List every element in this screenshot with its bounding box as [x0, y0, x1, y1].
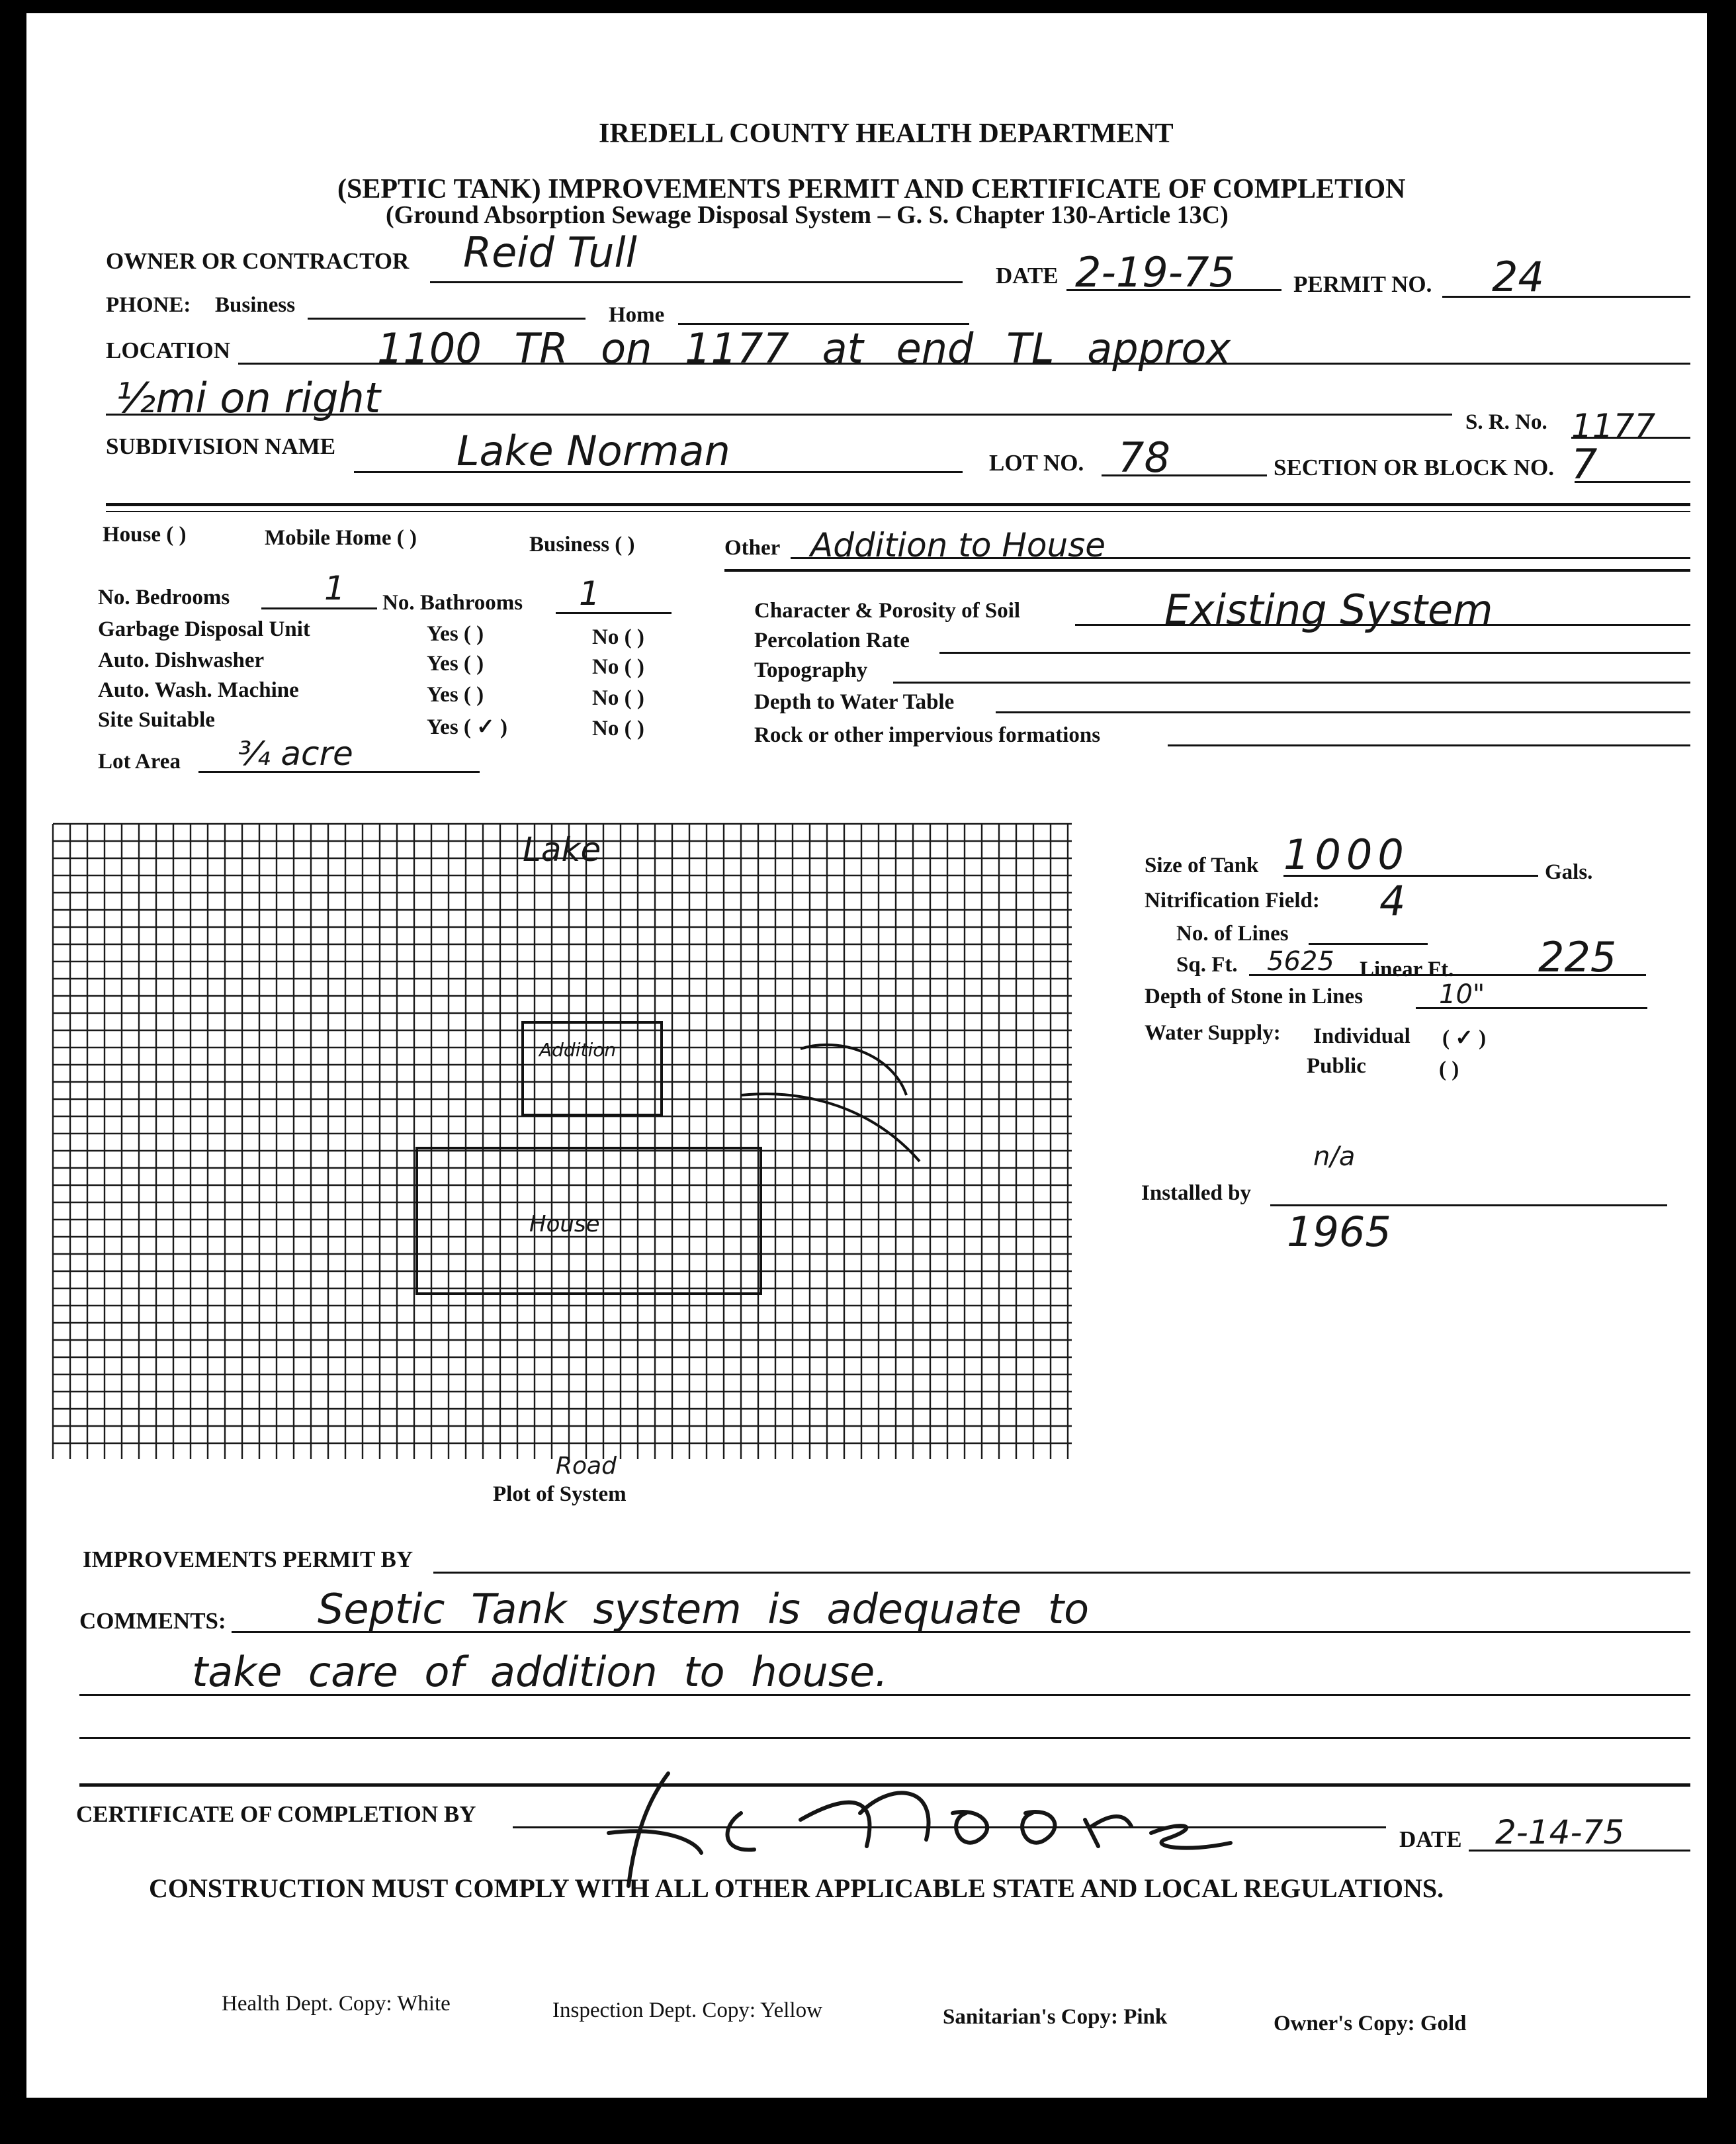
health-copy: Health Dept. Copy: White: [222, 1992, 451, 2016]
stone-depth-value: 10": [1439, 979, 1485, 1010]
tank-size-label: Size of Tank: [1145, 854, 1259, 877]
sr-value: 1177: [1571, 407, 1656, 445]
regulations-notice: CONSTRUCTION MUST COMPLY WITH ALL OTHER APPLICABLE STATE AND LOCAL REGULATIONS.: [149, 1873, 1444, 1903]
certificate-date-value: 2-14-75: [1495, 1813, 1625, 1852]
tank-size-value: 1000: [1283, 830, 1409, 879]
individual-mark: ( ✓ ): [1442, 1026, 1487, 1050]
installed-year: 1965: [1287, 1208, 1391, 1256]
business-option: Business ( ): [529, 533, 635, 557]
location-label: LOCATION: [106, 337, 230, 363]
sanitarian-copy: Sanitarian's Copy: Pink: [943, 2005, 1168, 2029]
rock-formations-label: Rock or other impervious formations: [754, 723, 1101, 747]
sketch-addition-label: Addition: [539, 1039, 617, 1061]
individual-label: Individual: [1313, 1024, 1410, 1048]
other-value: Addition to House: [810, 526, 1106, 564]
site-suitable-yes: Yes ( ✓ ): [427, 715, 508, 739]
sr-label: S. R. No.: [1465, 410, 1547, 434]
comments-line-1: Septic Tank system is adequate to: [318, 1585, 1090, 1633]
phone-label: PHONE:: [106, 293, 191, 317]
installed-label: Installed by: [1141, 1181, 1251, 1205]
soil-character-label: Character & Porosity of Soil: [754, 599, 1021, 623]
lines-label: No. of Lines: [1176, 922, 1289, 946]
subdivision-value: Lake Norman: [456, 427, 730, 475]
water-table-label: Depth to Water Table: [754, 690, 955, 714]
other-label: Other: [724, 536, 781, 560]
dishwasher-no: No ( ): [592, 655, 644, 679]
garbage-disposal-label: Garbage Disposal Unit: [98, 617, 310, 641]
sketch-lake-label: Lake: [523, 830, 601, 869]
nitrification-value: 4: [1379, 877, 1406, 925]
subdivision-label: SUBDIVISION NAME: [106, 433, 336, 459]
inspection-copy: Inspection Dept. Copy: Yellow: [552, 1998, 822, 2022]
phone-business-label: Business: [215, 293, 296, 317]
date-value: 2-19-75: [1075, 248, 1235, 296]
soil-character-value: Existing System: [1164, 586, 1493, 634]
installed-value: n/a: [1313, 1141, 1356, 1172]
inspector-signature: [569, 1740, 1283, 1893]
phone-home-label: Home: [609, 303, 665, 327]
owner-copy: Owner's Copy: Gold: [1274, 2012, 1467, 2035]
house-option: House ( ): [103, 523, 187, 547]
linear-ft-label: Linear Ft.: [1360, 958, 1454, 981]
site-suitable-no: No ( ): [592, 717, 644, 740]
comments-label: COMMENTS:: [79, 1608, 226, 1634]
sketch-road-label: Road: [556, 1452, 617, 1480]
comments-line-2: take care of addition to house.: [192, 1648, 888, 1696]
location-line-2: ½mi on right: [116, 374, 381, 422]
date-label: DATE: [996, 263, 1059, 289]
lot-label: LOT NO.: [989, 450, 1084, 476]
lot-value: 78: [1118, 433, 1170, 482]
lot-area-label: Lot Area: [98, 750, 181, 774]
site-suitable-label: Site Suitable: [98, 708, 215, 732]
nitrification-label: Nitrification Field:: [1145, 889, 1320, 913]
sketch-house-label: House: [529, 1211, 600, 1237]
linear-ft-value: 225: [1538, 933, 1617, 981]
owner-label: OWNER OR CONTRACTOR: [106, 248, 410, 274]
public-label: Public: [1307, 1054, 1366, 1078]
permit-value: 24: [1492, 253, 1544, 301]
wash-machine-no: No ( ): [592, 686, 644, 710]
lot-area-value: ¾ acre: [238, 735, 353, 773]
plot-label: Plot of System: [493, 1482, 627, 1506]
certificate-label: CERTIFICATE OF COMPLETION BY: [76, 1801, 476, 1827]
permit-label: PERMIT NO.: [1293, 271, 1432, 297]
form-title: (SEPTIC TANK) IMPROVEMENTS PERMIT AND CERTIFICATE OF COMPLETION: [337, 174, 1406, 204]
bedrooms-label: No. Bedrooms: [98, 586, 230, 609]
dishwasher-yes: Yes ( ): [427, 652, 484, 676]
percolation-label: Percolation Rate: [754, 629, 910, 652]
improvements-label: IMPROVEMENTS PERMIT BY: [83, 1546, 413, 1572]
public-mark: ( ): [1439, 1057, 1459, 1081]
location-line-1: 1100 TR on 1177 at end TL approx: [377, 324, 1231, 373]
stone-depth-label: Depth of Stone in Lines: [1145, 985, 1364, 1008]
owner-value: Reid Tull: [463, 228, 637, 277]
gals-label: Gals.: [1545, 860, 1593, 884]
wash-machine-yes: Yes ( ): [427, 683, 484, 707]
wash-machine-label: Auto. Wash. Machine: [98, 678, 299, 702]
bathrooms-value: 1: [579, 574, 600, 613]
form-subtitle: (Ground Absorption Sewage Disposal System – G. S. Chapter 130-Article 13C): [386, 201, 1229, 229]
department-heading: IREDELL COUNTY HEALTH DEPARTMENT: [599, 118, 1174, 149]
dishwasher-label: Auto. Dishwasher: [98, 648, 265, 672]
section-label: SECTION OR BLOCK NO.: [1274, 455, 1554, 480]
sqft-value: 5625: [1267, 946, 1334, 977]
garbage-disposal-no: No ( ): [592, 625, 644, 649]
certificate-date-label: DATE: [1399, 1826, 1462, 1852]
topography-label: Topography: [754, 658, 868, 682]
garbage-disposal-yes: Yes ( ): [427, 622, 484, 646]
section-value: 7: [1571, 440, 1598, 488]
bathrooms-label: No. Bathrooms: [382, 591, 523, 615]
sqft-label: Sq. Ft.: [1176, 953, 1238, 977]
mobile-home-option: Mobile Home ( ): [265, 526, 417, 550]
bedrooms-value: 1: [324, 569, 345, 607]
plot-grid: [46, 817, 1078, 1479]
grid-lines: [53, 824, 1072, 1459]
water-supply-label: Water Supply:: [1145, 1021, 1281, 1045]
